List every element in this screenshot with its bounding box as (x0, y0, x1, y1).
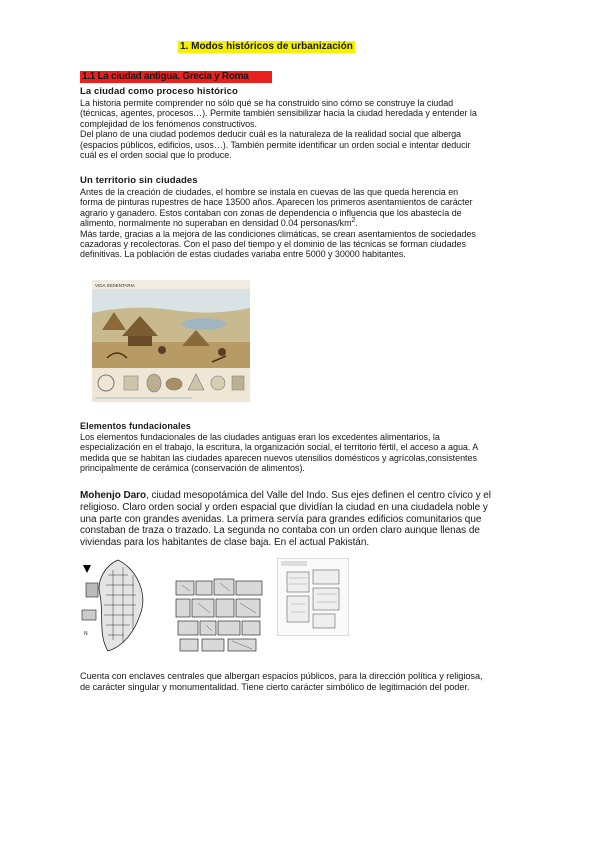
text-line: (técnicas, agentes, procesos…). Permite también sensibilizar hacia la ciudad heredada y entender la (80, 108, 477, 119)
text-line: Mohenjo Daro, ciudad mesopotámica del Valle del Indo. Sus ejes definen el centro cívico y el (80, 490, 491, 501)
text-line: (espacios públicos, edificios, usos…). También permite identificar un orden social e intentar deducir (80, 139, 471, 150)
superscript: 2 (351, 217, 356, 225)
section-title-territorio: Un territorio sin ciudades (80, 175, 198, 186)
text-line: una parte con grandes avenidas. La primera servía para grandes edificios comunitarios que (80, 513, 482, 525)
text-line: Cuenta con enclaves centrales que albergan espacios públicos, para la dirección política y religiosa, (80, 671, 483, 681)
text-line: complejidad de los fenómenos constructivos. (80, 118, 257, 129)
text-line: especialización en el trabajo, la escritura, la organización social, el territorio fértil, el acceso a agua. A (80, 442, 479, 453)
text-line: Más tarde, gracias a la mejora de las condiciones climáticas, se crean asentamientos de sociedades (80, 228, 476, 239)
city-plan-map-1 (78, 555, 170, 655)
city-plan-map-2 (172, 575, 268, 657)
svg-text:N: N (84, 631, 88, 637)
text-line: La historia permite comprender no sólo qué se ha construido sino cómo se construye la ciudad (80, 98, 454, 108)
paragraph-proceso (80, 98, 550, 160)
mohenjo-daro-term: Mohenjo Daro (80, 490, 147, 501)
text-line: de carácter singular y monumentalidad. Tiene cierto carácter simbólico de legitimación del poder. (80, 682, 470, 692)
text-line: Los elementos fundacionales de las ciudades antiguas eran los excedentes alimentarios, la (80, 432, 440, 442)
density-text: alimento, normalmente no superaban en densidad 0.04 personas/km (80, 218, 352, 229)
text-line: principalmente de cerámica (conservación de alimentos). (80, 463, 305, 474)
paragraph-enclaves (80, 671, 555, 693)
text-line: definitivas. La población de estas ciudades variaba entre 5000 y 30000 habitantes. (80, 249, 406, 260)
paragraph-territorio (80, 187, 550, 260)
text-line: cuál es el orden social que lo produce. (80, 150, 232, 161)
text-line: Del plano de una ciudad podemos deducir cuál es la naturaleza de la realidad social que alberga (80, 129, 462, 140)
figure-caption: VIDA SEDENTARIA (95, 283, 135, 288)
paragraph-mohenjo-daro (80, 490, 555, 549)
text-line: medida que se habitan las ciudades aparecen nuevos utensilios domésticos y agrícolas,consistentes (80, 452, 477, 463)
sedentary-life-illustration (92, 280, 250, 402)
text-line: viviendas para los habitantes de clase baja. En el actual Pakistán. (80, 537, 370, 549)
city-plan-map-3 (277, 558, 349, 636)
heading-2: 1.1 La ciudad antigua. Grecia y Roma (80, 71, 272, 83)
text-line: constaban de traza o trazado. La segunda no contaba con un orden claro aunque llenas de (80, 525, 480, 537)
text-line: forma de pinturas rupestres de hace 13500 años. Aparecen los primeros asentamientos de carácter (80, 197, 473, 208)
paragraph-fundacionales (80, 432, 550, 474)
heading-1: 1. Modos históricos de urbanización (180, 41, 353, 52)
section-title-proceso: La ciudad como proceso histórico (80, 86, 238, 97)
text-line: agrario y ganadero. Estos contaban con zonas de dependencia o influencia que los abastecía de (80, 207, 462, 218)
text-line: Antes de la creación de ciudades, el hombre se instala en cuevas de las que queda herencia en (80, 187, 459, 197)
text-line: alimento, normalmente no superaban en densidad 0.04 personas/$km^2$. (80, 217, 358, 229)
text-line: religioso. Claro orden social y orden espacial que dividían la ciudad en una ciudadela noble y (80, 501, 488, 513)
text-line: cazadoras y recolectoras. Con el paso del tiempo y el dominio de las técnicas se forman ciudades (80, 239, 466, 250)
section-title-fundacionales: Elementos fundacionales (80, 421, 191, 431)
